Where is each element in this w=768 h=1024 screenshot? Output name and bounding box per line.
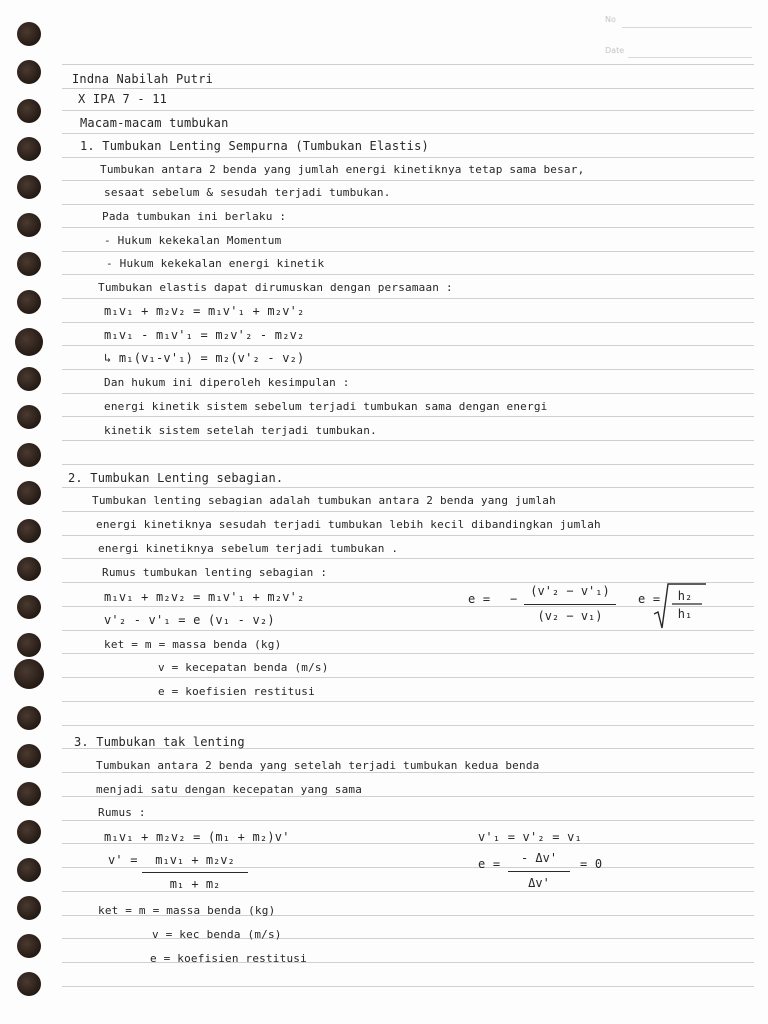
- section-3-e-fraction-bar: [508, 871, 570, 872]
- restitution-minus-sign: −: [510, 592, 518, 606]
- binder-hole: [17, 290, 41, 314]
- ruled-line: [62, 867, 754, 868]
- binder-hole: [17, 744, 41, 768]
- section-1-berlaku: Pada tumbukan ini berlaku :: [102, 210, 287, 223]
- section-3-v-prime-denominator: m₁ + m₂: [169, 877, 221, 891]
- ruled-line: [62, 64, 754, 65]
- ruled-line: [62, 251, 754, 252]
- section-1-kesimpulan: Dan hukum ini diperoleh kesimpulan :: [104, 376, 350, 389]
- binder-hole: [17, 252, 41, 276]
- restitution-fraction-bar: [524, 604, 616, 605]
- binder-hole: [17, 60, 41, 84]
- binder-hole: [17, 896, 41, 920]
- section-3-e-numerator: - Δv': [520, 851, 558, 865]
- ruled-line: [62, 110, 754, 111]
- section-2-desc-line-3: energi kinetiknya sebelum terjadi tumbukan .: [98, 542, 399, 555]
- restitution-e-label: e =: [468, 592, 491, 606]
- binder-hole: [17, 367, 41, 391]
- ruled-line: [62, 227, 754, 228]
- ruled-line: [62, 630, 754, 631]
- binder-hole: [17, 557, 41, 581]
- restitution-denominator: (v₂ − v₁): [537, 609, 603, 623]
- section-2-ket-2: v = kecepatan benda (m/s): [158, 661, 329, 674]
- section-1-bullet-1: - Hukum kekekalan Momentum: [104, 234, 282, 247]
- section-2-ket-3: e = koefisien restitusi: [158, 685, 315, 698]
- binder-hole: [17, 99, 41, 123]
- restitution-height-e-label: e =: [638, 592, 661, 606]
- ruled-line: [62, 796, 754, 797]
- section-1-kesimpulan-line-1: energi kinetik sistem sebelum terjadi tumbukan sama dengan energi: [104, 400, 548, 413]
- ruled-line: [62, 393, 754, 394]
- section-3-equation-1: m₁v₁ + m₂v₂ = (m₁ + m₂)v': [104, 830, 290, 844]
- section-3-heading: 3. Tumbukan tak lenting: [74, 735, 245, 749]
- binder-hole: [17, 782, 41, 806]
- ruled-line: [62, 511, 754, 512]
- ruled-line: [62, 986, 754, 987]
- section-1-desc-line-2: sesaat sebelum & sesudah terjadi tumbukan.: [104, 186, 391, 199]
- height-denominator: h₁: [677, 607, 693, 621]
- ruled-line: [62, 558, 754, 559]
- section-3-e-label: e =: [478, 857, 501, 871]
- date-line: [628, 57, 752, 58]
- ruled-line: [62, 88, 754, 89]
- binder-hole: [17, 175, 41, 199]
- ruled-line: [62, 891, 754, 892]
- ruled-line: [62, 440, 754, 441]
- ruled-line: [62, 820, 754, 821]
- binder-hole: [17, 481, 41, 505]
- section-2-desc-line-1: Tumbukan lenting sebagian adalah tumbukan antara 2 benda yang jumlah: [92, 494, 556, 507]
- section-1-bullet-2: - Hukum kekekalan energi kinetik: [106, 257, 325, 270]
- section-2-desc-line-2: energi kinetiknya sesudah terjadi tumbukan lebih kecil dibandingkan jumlah: [96, 518, 601, 531]
- section-1-equation-3: ↳ m₁(v₁-v'₁) = m₂(v'₂ - v₂): [104, 351, 305, 365]
- ruled-line: [62, 274, 754, 275]
- section-2-rumus-intro: Rumus tumbukan lenting sebagian :: [102, 566, 328, 579]
- ruled-line: [62, 133, 754, 134]
- binder-hole: [17, 405, 41, 429]
- section-3-result-1: v'₁ = v'₂ = v₁: [478, 830, 582, 844]
- section-3-desc-line-1: Tumbukan antara 2 benda yang setelah terjadi tumbukan kedua benda: [96, 759, 540, 772]
- ruled-line: [62, 772, 754, 773]
- section-3-ket-3: e = koefisien restitusi: [150, 952, 307, 965]
- height-numerator: h₂: [677, 589, 693, 603]
- ruled-line: [62, 464, 754, 465]
- ruled-line: [62, 582, 754, 583]
- binder-hole: [17, 972, 41, 996]
- binder-hole: [17, 706, 41, 730]
- ruled-line: [62, 345, 754, 346]
- binder-hole: [17, 213, 41, 237]
- section-3-e-result: = 0: [580, 857, 603, 871]
- binder-hole: [14, 659, 44, 689]
- no-label: No: [605, 15, 616, 24]
- binder-hole: [17, 519, 41, 543]
- binder-hole: [17, 858, 41, 882]
- section-1-heading: 1. Tumbukan Lenting Sempurna (Tumbukan Elastis): [80, 139, 429, 153]
- no-line: [622, 27, 752, 28]
- ruled-line: [62, 725, 754, 726]
- ruled-line: [62, 322, 754, 323]
- ruled-line: [62, 487, 754, 488]
- ruled-line: [62, 606, 754, 607]
- section-3-v-prime-numerator: m₁v₁ + m₂v₂: [155, 853, 235, 867]
- ruled-line: [62, 535, 754, 536]
- binder-hole: [17, 934, 41, 958]
- ruled-line: [62, 677, 754, 678]
- section-3-fraction-bar: [142, 872, 248, 873]
- section-3-e-denominator: Δv': [528, 876, 550, 890]
- section-3-desc-line-2: menjadi satu dengan kecepatan yang sama: [96, 783, 363, 796]
- ruled-line: [62, 157, 754, 158]
- ruled-line: [62, 180, 754, 181]
- restitution-numerator: (v'₂ − v'₁): [530, 584, 610, 598]
- section-2-equation-2: v'₂ - v'₁ = e (v₁ - v₂): [104, 613, 275, 627]
- section-1-kesimpulan-line-2: kinetik sistem setelah terjadi tumbukan.: [104, 424, 377, 437]
- ruled-line: [62, 204, 754, 205]
- section-3-ket-1: ket = m = massa benda (kg): [98, 904, 276, 917]
- binder-hole: [17, 595, 41, 619]
- section-1-equation-2: m₁v₁ - m₁v'₁ = m₂v'₂ - m₂v₂: [104, 328, 305, 342]
- section-1-equation-1: m₁v₁ + m₂v₂ = m₁v'₁ + m₂v'₂: [104, 304, 305, 318]
- page-title: Macam-macam tumbukan: [80, 116, 229, 130]
- ruled-line: [62, 369, 754, 370]
- binder-hole: [17, 443, 41, 467]
- section-2-equation-1: m₁v₁ + m₂v₂ = m₁v'₁ + m₂v'₂: [104, 590, 305, 604]
- section-3-v-prime-label: v' =: [108, 853, 138, 867]
- binder-hole: [17, 820, 41, 844]
- binder-hole: [17, 22, 41, 46]
- binder-hole: [17, 633, 41, 657]
- student-class: X IPA 7 - 11: [78, 92, 168, 106]
- section-1-rumus-intro: Tumbukan elastis dapat dirumuskan dengan persamaan :: [98, 281, 453, 294]
- binder-hole: [17, 137, 41, 161]
- binder-hole: [15, 328, 43, 356]
- student-name: Indna Nabilah Putri: [72, 72, 214, 86]
- section-3-rumus: Rumus :: [98, 806, 146, 819]
- ruled-line: [62, 416, 754, 417]
- section-1-desc-line-1: Tumbukan antara 2 benda yang jumlah energi kinetiknya tetap sama besar,: [100, 163, 585, 176]
- ruled-line: [62, 701, 754, 702]
- section-2-heading: 2. Tumbukan Lenting sebagian.: [68, 471, 284, 485]
- section-3-ket-2: v = kec benda (m/s): [152, 928, 282, 941]
- date-label: Date: [605, 46, 625, 55]
- section-2-ket-1: ket = m = massa benda (kg): [104, 638, 282, 651]
- ruled-line: [62, 298, 754, 299]
- ruled-line: [62, 653, 754, 654]
